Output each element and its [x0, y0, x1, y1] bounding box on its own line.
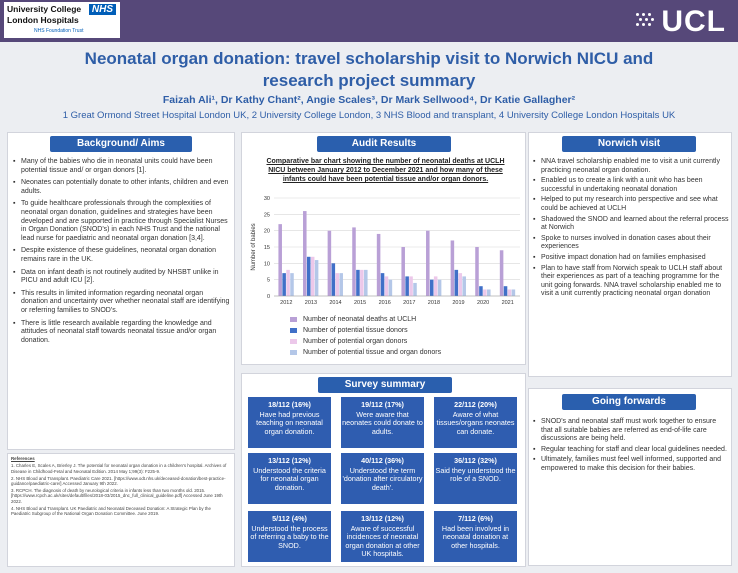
uclh-nhs-logo	[4, 2, 120, 38]
logo-line-3: NHS Foundation Trust	[34, 28, 84, 34]
legend-swatch	[290, 317, 297, 322]
survey-cell	[341, 397, 424, 448]
bar	[455, 270, 459, 296]
ucl-logo: UCL	[661, 5, 726, 38]
norwich-bullet: ▪ Positive impact donation had on families emphasised	[533, 254, 729, 263]
norwich-bullet: ▪ Shadowed the SNOD and learned about the referral process at Norwich	[533, 216, 729, 233]
reference-item: 3. RCPCH. The diagnosis of death by neurological criteria in infants less than two months old. 2015. [https://www.rcpch.ac.uk/sites/default/files/2018-03/2015_dnc_full_clinical_guideline.pdf] Accessed June 19th 2022.	[11, 488, 223, 504]
bar-chart	[246, 192, 526, 312]
bar	[356, 270, 360, 296]
y-tick-label: 10	[263, 261, 270, 268]
bar	[413, 283, 417, 296]
legend-label: Number of potential tissue donors	[303, 327, 408, 334]
legend-swatch	[290, 328, 297, 333]
references-list	[11, 463, 231, 516]
bar	[381, 273, 385, 296]
x-tick-label: 2020	[476, 300, 490, 306]
header-bar	[0, 0, 738, 42]
x-tick-label: 2016	[378, 300, 391, 306]
bar	[487, 289, 491, 296]
x-tick-label: 2012	[280, 300, 293, 306]
survey-cell	[434, 511, 517, 562]
norwich-bullet: ▪ Plan to have staff from Norwich speak to UCLH staff about their experiences as part of a teaching programme for the unit going forwards. NNA travel scholarship enabled me to visit a unit currently practicing neonatal organ donation	[533, 265, 729, 299]
norwich-bullet-list	[533, 158, 729, 301]
survey-cell-text: Aware of successful incidences of neonatal organ donation at other UK hospitals.	[345, 523, 420, 559]
bar	[401, 247, 405, 296]
chart-title-line-2: NICU between January 2012 to December 2021 and how many of these	[268, 167, 503, 174]
background-bullet-list	[13, 158, 231, 349]
bar	[504, 286, 508, 296]
bar	[409, 276, 413, 296]
references	[11, 456, 231, 518]
background-bullet: ▪ Data on infant death is not routinely audited by NHSBT unlike in PICU and adult ICU [2].	[13, 269, 231, 286]
y-tick-label: 25	[263, 212, 270, 219]
reference-item: 1. Charles E, Scales A, Brierley J. The potential for neonatal organ donation in a children's hospital. Archives of Disease in Childhood-Fetal and Neonatal Edition. 2014 May 1;99(3): F225-9.	[11, 463, 227, 474]
y-axis-label: Number of babies	[251, 223, 257, 271]
chart-legend	[290, 314, 441, 358]
bar	[339, 273, 343, 296]
bar	[500, 250, 504, 296]
background-bullet: ▪ To guide healthcare professionals through the complexities of neonatal organ donation, guidelines and strategies have been developed and are supported in practice through Specialist Nurses in Organ Donation (SNOD's) in each NHS Trust and the national lead nurse for paediatric and neonatal organ donation [3,4].	[13, 200, 231, 243]
survey-cell-text: Said they understood the role of a SNOD.	[435, 465, 516, 484]
background-bullet: ▪ Despite existence of these guidelines, neonatal organ donation remains rare in the UK.	[13, 247, 231, 264]
x-tick-label: 2021	[501, 300, 514, 306]
norwich-bullet: ▪ Spoke to nurses involved in donation cases about their experiences	[533, 235, 729, 252]
going-forwards-panel	[528, 388, 732, 566]
poster-title	[0, 48, 738, 92]
bar	[426, 231, 430, 296]
bar	[311, 257, 315, 296]
survey-cell-stat: 18/112 (16%)	[268, 400, 311, 409]
x-tick-label: 2015	[353, 300, 367, 306]
bar	[508, 289, 512, 296]
bar	[328, 231, 332, 296]
x-tick-label: 2019	[452, 300, 465, 306]
reference-item: 2. NHS Blood and Transplant. Paediatric Care 2021. [https://www.odt.nhs.uk/deceased-donation/best-practice-guidance/paediatric-care/] Accessed January 9th 2022.	[11, 475, 226, 487]
nhs-logo: NHS	[89, 4, 116, 15]
going-forwards-bullet: ▪ SNOD's and neonatal staff must work together to ensure that all suitable babies are referred as end-of-life care discussions are being held.	[533, 418, 729, 444]
norwich-bullet: ▪ Enabled us to create a link with a unit who has been successful in undertaking neonatal donation	[533, 177, 729, 194]
chart-title-line-3: infants could have been potential tissue and/or organ donors.	[282, 176, 489, 183]
legend-item	[290, 336, 441, 347]
norwich-heading: Norwich visit	[562, 136, 696, 152]
affiliations: 1 Great Ormond Street Hospital London UK, 2 University College London, 3 NHS Blood and transplant, 4 University College London Hospitals UK	[62, 110, 676, 121]
bar	[405, 276, 409, 296]
legend-swatch	[290, 339, 297, 344]
going-forwards-bullet: ▪ Regular teaching for staff and clear local guidelines needed.	[533, 446, 729, 455]
survey-cell-text: Were aware that neonates could donate to adults.	[342, 409, 423, 436]
norwich-bullet: ▪ NNA travel scholarship enabled me to visit a unit currently practicing neonatal organ donation.	[533, 158, 729, 175]
chart-title-line-1: Comparative bar chart showing the number of neonatal deaths at UCLH	[266, 158, 505, 165]
title-line-2: research project summary	[262, 71, 476, 90]
bar	[360, 270, 364, 296]
references-heading: References	[11, 456, 35, 461]
bar	[282, 273, 286, 296]
survey-cell	[248, 453, 331, 504]
bar	[303, 211, 307, 296]
legend-swatch	[290, 350, 297, 355]
bar	[307, 257, 311, 296]
norwich-bullet: ▪ Helped to put my research into perspective and see what could be achieved at UCLH	[533, 196, 729, 213]
background-bullet: ▪ Many of the babies who die in neonatal units could have been potential tissue and/ or organ donors [1].	[13, 158, 231, 175]
survey-cell	[341, 453, 424, 504]
bar	[336, 273, 340, 296]
x-tick-label: 2017	[403, 300, 416, 306]
survey-cell-stat: 13/112 (12%)	[361, 514, 404, 523]
survey-cell-text: Understood the criteria for neonatal organ donation.	[253, 465, 326, 492]
y-tick-label: 5	[266, 277, 270, 284]
title-line-1: Neonatal organ donation: travel scholarship visit to Norwich NICU and	[84, 49, 654, 68]
going-forwards-heading: Going forwards	[562, 394, 696, 410]
bar	[483, 289, 487, 296]
survey-cell-stat: 40/112 (36%)	[361, 456, 404, 465]
legend-item	[290, 325, 441, 336]
survey-cell-text: Have had previous teaching on neonatal organ donation.	[256, 409, 323, 436]
survey-cell	[248, 511, 331, 562]
survey-cell	[341, 511, 424, 562]
survey-cell-stat: 5/112 (4%)	[272, 514, 307, 523]
legend-item	[290, 314, 441, 325]
x-tick-label: 2014	[329, 300, 342, 306]
survey-cell-text: Understood the process of referring a baby to the SNOD.	[250, 523, 329, 550]
legend-label: Number of neonatal deaths at UCLH	[303, 316, 417, 323]
bar	[479, 286, 483, 296]
x-tick-label: 2013	[304, 300, 318, 306]
survey-cell-text: Had been involved in neonatal donation at other hospitals.	[441, 523, 510, 550]
background-bullet: ▪ Neonates can potentially donate to other infants, children and even adults.	[13, 179, 231, 196]
y-tick-label: 20	[263, 228, 270, 235]
survey-cell-text: Understood the term 'donation after circulatory death'.	[342, 465, 423, 492]
ucl-logo-dots	[636, 13, 656, 31]
bar	[352, 227, 356, 296]
bar	[286, 270, 290, 296]
survey-cell-stat: 36/112 (32%)	[454, 456, 497, 465]
going-forwards-bullet-list	[533, 418, 729, 476]
y-tick-label: 30	[263, 196, 270, 202]
x-tick-label: 2018	[427, 300, 441, 306]
survey-cell	[434, 397, 517, 448]
background-heading: Background/ Aims	[50, 136, 192, 152]
survey-cell-stat: 22/112 (20%)	[454, 400, 497, 409]
bar	[459, 273, 463, 296]
logo-line-1: University College	[7, 4, 82, 14]
survey-cell-text: Aware of what tissues/organs neonates can donate.	[436, 409, 515, 436]
audit-heading: Audit Results	[317, 136, 451, 152]
reference-item: 4. NHS Blood and Transplant. UK Paediatric and Neonatal Deceased Donation: A Strategic Plan by the Paediatric Subgroup of the National Organ Donation Committee. June 2019.	[11, 505, 211, 517]
bar	[451, 240, 455, 296]
y-tick-label: 0	[266, 294, 270, 300]
survey-cell	[248, 397, 331, 448]
logo-line-2: London Hospitals	[7, 15, 79, 25]
going-forwards-bullet: ▪ Ultimately, families must feel well informed, supported and empowered to make this decision for their babies.	[533, 456, 729, 473]
bar	[438, 280, 442, 296]
bar	[278, 224, 282, 296]
legend-label: Number of potential organ donors	[303, 338, 408, 345]
survey-cell-stat: 7/112 (6%)	[458, 514, 493, 523]
bar	[315, 260, 319, 296]
background-bullet: ▪ There is little research available regarding the knowledge and attitudes of neonatal staff towards neonatal tissue and/or organ donation.	[13, 320, 231, 346]
survey-cell	[434, 453, 517, 504]
legend-item	[290, 347, 441, 358]
bar	[434, 276, 438, 296]
legend-label: Number of potential tissue and organ donors	[303, 349, 442, 356]
background-bullet: ▪ This results in limited information regarding neonatal organ donation and uncertainty over whether neonatal staff are identifying or referring families to SNOD's.	[13, 290, 231, 316]
bar	[290, 273, 294, 296]
bar	[385, 276, 389, 296]
bar	[430, 280, 434, 296]
bar	[475, 247, 479, 296]
bar	[389, 280, 393, 296]
chart-title	[248, 157, 523, 184]
survey-heading: Survey summary	[318, 377, 452, 393]
bar	[512, 289, 516, 296]
survey-cell-stat: 19/112 (17%)	[361, 400, 404, 409]
bar	[332, 263, 336, 296]
bar	[462, 276, 466, 296]
bar	[364, 270, 368, 296]
bar	[377, 234, 381, 296]
y-tick-label: 15	[263, 245, 270, 251]
survey-cell-stat: 13/112 (12%)	[268, 456, 311, 465]
authors: Faizah Ali¹, Dr Kathy Chant², Angie Scales³, Dr Mark Sellwood⁴, Dr Katie Gallagher²	[162, 94, 576, 106]
